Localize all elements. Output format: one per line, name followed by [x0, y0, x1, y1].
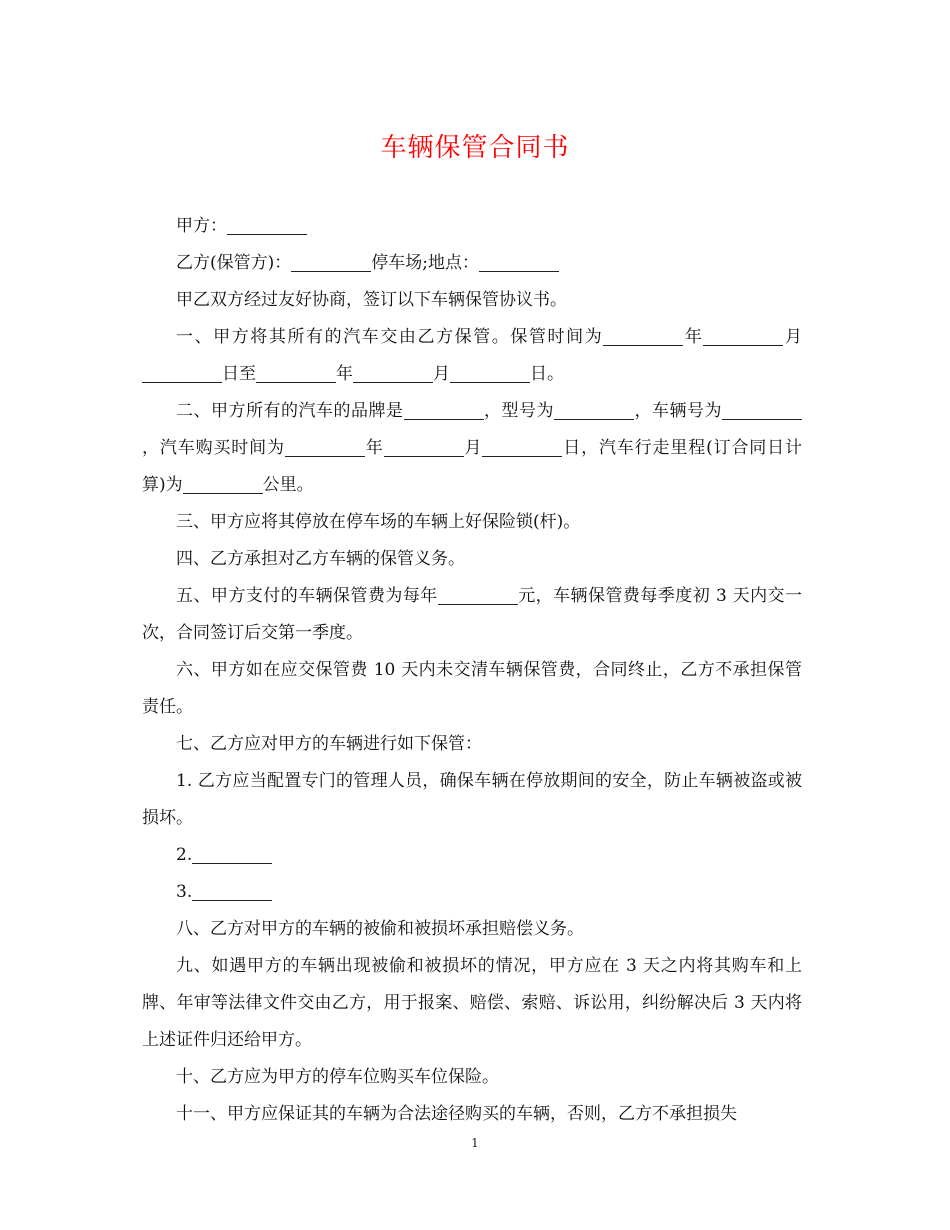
blank-field: [285, 434, 365, 457]
blank-field: [183, 471, 263, 494]
clause-text: ，汽车购买时间为: [142, 438, 285, 458]
blank-field: [142, 360, 222, 383]
blank-field: [353, 360, 433, 383]
blank-field: [482, 434, 562, 457]
clause-text: 年: [364, 438, 384, 458]
blank-field: [227, 212, 307, 235]
blank-field: [192, 878, 272, 901]
blank-field: [384, 434, 464, 457]
parking-location-label: 停车场;地点：: [371, 253, 479, 273]
clause-7-item-3: [142, 874, 802, 911]
clause-text: 月: [783, 327, 803, 347]
blank-field: [603, 323, 683, 346]
clause-text: 五、甲方支付的车辆保管费为每年: [176, 586, 438, 606]
clause-8: 八、乙方对甲方的车辆的被偷和被损坏承担赔偿义务。: [176, 919, 584, 939]
blank-field: [554, 397, 634, 420]
clause-5: [142, 578, 802, 652]
blank-field: [404, 397, 484, 420]
document-title: 车辆保管合同书: [380, 133, 570, 163]
clause-9: 九、如遇甲方的车辆出现被偷和被损坏的情况，甲方应在 3 天之内将其购车和上牌、年审等法律文件交由乙方，用于报案、赔偿、索赔、诉讼用，纠纷解决后 3 天内将上述证件归还给甲方。: [142, 956, 802, 1050]
clause-7-item-1: 1. 乙方应当配置专门的管理人员，确保车辆在停放期间的安全，防止车辆被盗或被损坏。: [142, 771, 802, 828]
clause-text: ，车辆号为: [634, 401, 722, 421]
document-body: [142, 208, 802, 1133]
intro-paragraph: 甲乙双方经过友好协商，签订以下车辆保管协议书。: [176, 290, 567, 310]
clause-text: 二、甲方所有的汽车的品牌是: [176, 401, 404, 421]
clause-7-item-2: [142, 837, 802, 874]
blank-field: [450, 360, 530, 383]
blank-field: [722, 397, 802, 420]
party-a-line: [142, 208, 802, 245]
clause-4: 四、乙方承担对乙方车辆的保管义务。: [176, 549, 465, 569]
item-number: 2.: [176, 845, 193, 865]
clause-11: 十一、甲方应保证其的车辆为合法途径购买的车辆，否则，乙方不承担损失: [176, 1104, 737, 1124]
clause-text: 日，汽车行走里程(订合同日计算)为: [142, 438, 803, 495]
clause-text: 日。: [530, 364, 564, 384]
blank-field: [438, 582, 518, 605]
clause-text: 年: [336, 364, 353, 384]
party-a-label: 甲方：: [176, 216, 227, 236]
party-b-label: 乙方(保管方)：: [176, 253, 292, 273]
clause-text: 日至: [222, 364, 256, 384]
clause-text: 一、甲方将其所有的汽车交由乙方保管。保管时间为: [176, 327, 604, 347]
clause-3: 三、甲方应将其停放在停车场的车辆上好保险锁(杆)。: [176, 512, 581, 532]
blank-field: [703, 323, 783, 346]
clause-7: 七、乙方应对甲方的车辆进行如下保管：: [176, 734, 482, 754]
clause-10: 十、乙方应为甲方的停车位购买车位保险。: [176, 1067, 499, 1087]
clause-text: 月: [463, 438, 483, 458]
party-b-line: [142, 245, 802, 282]
clause-1: [142, 319, 802, 393]
clause-text: 元，车辆保管费每季度初 3 天内交一次，合同签订后交第一季度。: [142, 586, 803, 643]
clause-text: 月: [433, 364, 450, 384]
clause-6: 六、甲方如在应交保管费 10 天内未交清车辆保管费，合同终止，乙方不承担保管责任。: [142, 660, 802, 717]
clause-text: 年: [683, 327, 704, 347]
item-number: 3.: [176, 882, 193, 902]
blank-field: [479, 249, 559, 272]
blank-field: [256, 360, 336, 383]
page-number: 1: [471, 1136, 479, 1150]
clause-2: [142, 393, 802, 504]
clause-text: ，型号为: [483, 401, 554, 421]
clause-text: 公里。: [262, 475, 314, 495]
blank-field: [291, 249, 371, 272]
blank-field: [192, 841, 272, 864]
